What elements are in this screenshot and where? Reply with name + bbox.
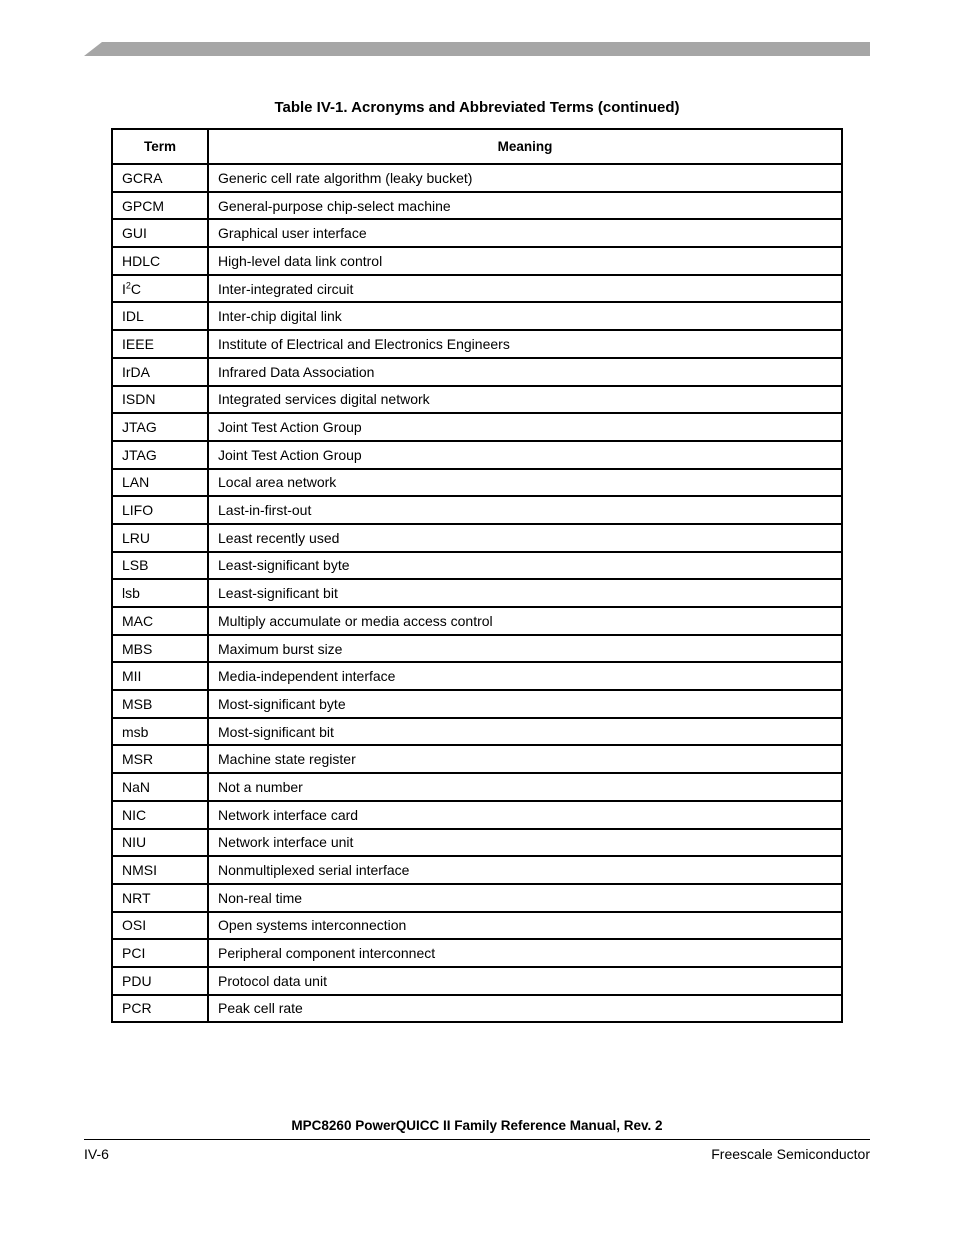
header-meaning: Meaning <box>208 129 842 164</box>
term-cell: LSB <box>112 552 208 580</box>
company-name: Freescale Semiconductor <box>711 1146 870 1162</box>
meaning-cell: Multiply accumulate or media access control <box>208 607 842 635</box>
header-bar-shape <box>84 42 870 56</box>
term-cell: NaN <box>112 773 208 801</box>
meaning-cell: Joint Test Action Group <box>208 413 842 441</box>
table-row <box>112 829 842 857</box>
meaning-cell: Network interface unit <box>208 829 842 857</box>
meaning-cell: Least recently used <box>208 524 842 552</box>
table-row <box>112 884 842 912</box>
meaning-cell: Network interface card <box>208 801 842 829</box>
footer-manual-title: MPC8260 PowerQUICC II Family Reference Manual, Rev. 2 <box>291 1118 663 1133</box>
meaning-cell: Inter-integrated circuit <box>208 275 842 303</box>
table-row <box>112 441 842 469</box>
meaning-cell: Integrated services digital network <box>208 386 842 414</box>
meaning-cell: Not a number <box>208 773 842 801</box>
term-cell: HDLC <box>112 247 208 275</box>
term-cell: NIC <box>112 801 208 829</box>
header-term: Term <box>112 129 208 164</box>
term-cell: NMSI <box>112 856 208 884</box>
table-row <box>112 967 842 995</box>
table-row <box>112 635 842 663</box>
term-cell: lsb <box>112 579 208 607</box>
meaning-cell: Graphical user interface <box>208 219 842 247</box>
term-cell: PCR <box>112 995 208 1023</box>
meaning-cell: Open systems interconnection <box>208 912 842 940</box>
term-cell: LIFO <box>112 496 208 524</box>
term-cell: $I^2C$ <box>112 275 208 303</box>
term-cell: NIU <box>112 829 208 857</box>
table-row <box>112 579 842 607</box>
table-row <box>112 856 842 884</box>
table-row <box>112 552 842 580</box>
meaning-cell: Last-in-first-out <box>208 496 842 524</box>
footer-divider <box>84 1139 870 1140</box>
table-row <box>112 524 842 552</box>
term-cell: IDL <box>112 302 208 330</box>
meaning-cell: Machine state register <box>208 745 842 773</box>
meaning-cell: Least-significant byte <box>208 552 842 580</box>
meaning-cell: Peak cell rate <box>208 995 842 1023</box>
table-row <box>112 275 842 303</box>
meaning-cell: Most-significant byte <box>208 690 842 718</box>
meaning-cell: Inter-chip digital link <box>208 302 842 330</box>
table-row <box>112 773 842 801</box>
table-row <box>112 164 842 192</box>
term-cell: MAC <box>112 607 208 635</box>
meaning-cell: Non-real time <box>208 884 842 912</box>
header-bar <box>84 42 870 56</box>
meaning-cell: Institute of Electrical and Electronics Engineers <box>208 330 842 358</box>
table-header-row <box>112 129 842 164</box>
term-cell: msb <box>112 718 208 746</box>
table-row <box>112 662 842 690</box>
meaning-cell: Nonmultiplexed serial interface <box>208 856 842 884</box>
table-row <box>112 939 842 967</box>
meaning-cell: Protocol data unit <box>208 967 842 995</box>
meaning-cell: Peripheral component interconnect <box>208 939 842 967</box>
term-cell: LRU <box>112 524 208 552</box>
meaning-cell: Least-significant bit <box>208 579 842 607</box>
acronyms-table <box>111 128 843 1023</box>
term-cell: LAN <box>112 469 208 497</box>
table-row <box>112 330 842 358</box>
term-cell: MBS <box>112 635 208 663</box>
table-row <box>112 413 842 441</box>
term-cell: PCI <box>112 939 208 967</box>
page-number: IV-6 <box>84 1146 109 1162</box>
table-row <box>112 386 842 414</box>
term-cell: IEEE <box>112 330 208 358</box>
term-cell: GPCM <box>112 192 208 220</box>
meaning-cell: Generic cell rate algorithm (leaky bucket) <box>208 164 842 192</box>
meaning-cell: Maximum burst size <box>208 635 842 663</box>
meaning-cell: General-purpose chip-select machine <box>208 192 842 220</box>
term-cell: OSI <box>112 912 208 940</box>
meaning-cell: Infrared Data Association <box>208 358 842 386</box>
term-cell: GCRA <box>112 164 208 192</box>
meaning-cell: Most-significant bit <box>208 718 842 746</box>
term-cell: MII <box>112 662 208 690</box>
table-row <box>112 801 842 829</box>
term-cell: ISDN <box>112 386 208 414</box>
table-row <box>112 469 842 497</box>
table-row <box>112 247 842 275</box>
term-cell: JTAG <box>112 413 208 441</box>
term-cell: GUI <box>112 219 208 247</box>
term-cell: NRT <box>112 884 208 912</box>
meaning-cell: High-level data link control <box>208 247 842 275</box>
table-row <box>112 496 842 524</box>
term-cell: IrDA <box>112 358 208 386</box>
meaning-cell: Media-independent interface <box>208 662 842 690</box>
table-row <box>112 358 842 386</box>
table-row <box>112 690 842 718</box>
table-row <box>112 607 842 635</box>
table-body <box>112 164 842 1022</box>
table-row <box>112 302 842 330</box>
meaning-cell: Local area network <box>208 469 842 497</box>
table-title: Table IV-1. Acronyms and Abbreviated Terms (continued) <box>274 99 680 116</box>
table-row <box>112 192 842 220</box>
term-cell: MSB <box>112 690 208 718</box>
term-cell: MSR <box>112 745 208 773</box>
term-cell: PDU <box>112 967 208 995</box>
table-row <box>112 745 842 773</box>
table-row <box>112 718 842 746</box>
table-row <box>112 995 842 1023</box>
meaning-cell: Joint Test Action Group <box>208 441 842 469</box>
table-row <box>112 912 842 940</box>
table-row <box>112 219 842 247</box>
term-cell: JTAG <box>112 441 208 469</box>
